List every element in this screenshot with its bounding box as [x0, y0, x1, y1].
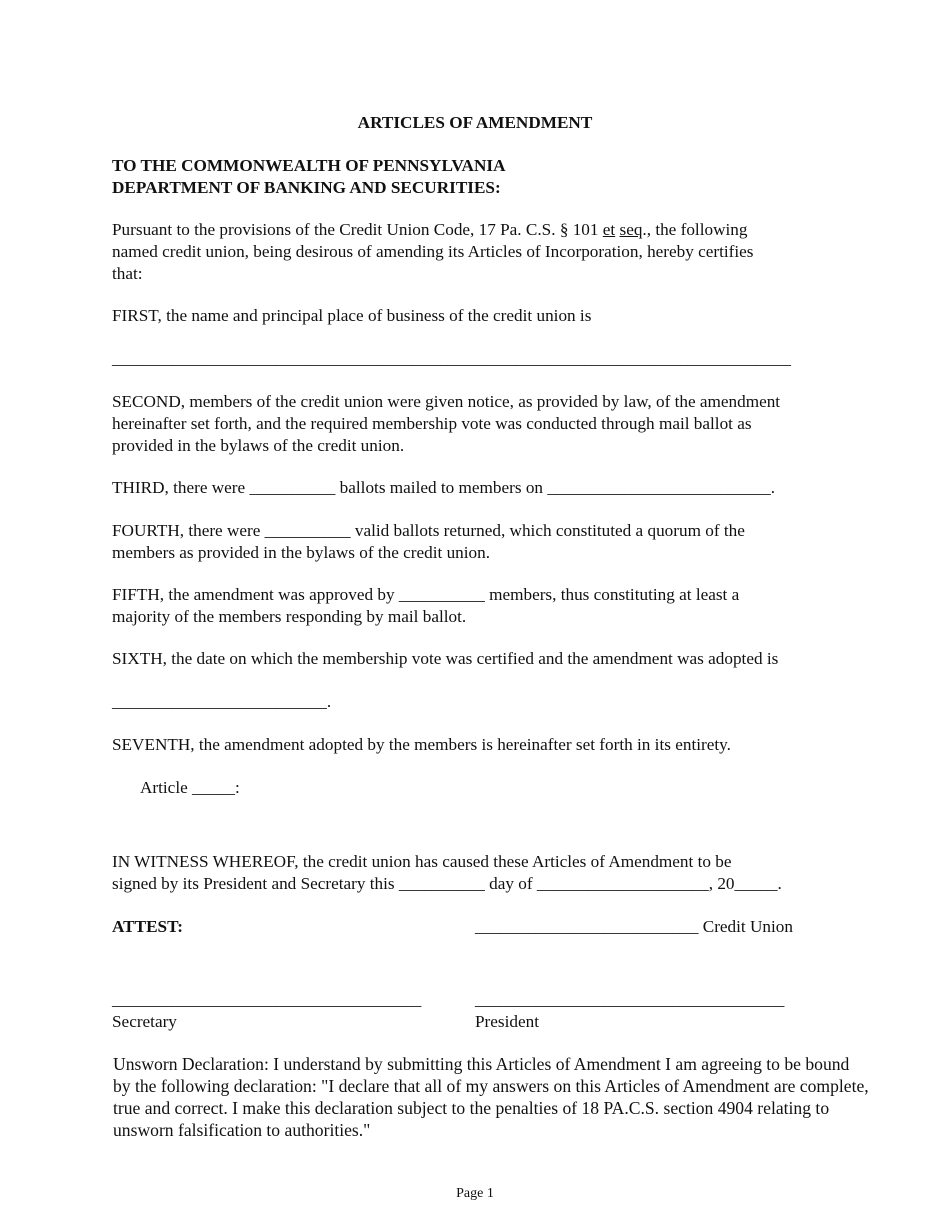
declaration-line-4: unsworn falsification to authorities." [113, 1120, 371, 1140]
intro-line-1 [112, 219, 747, 241]
fifth-clause-line-1[interactable]: FIFTH, the amendment was approved by __________ members, thus constituting at least a [112, 585, 740, 604]
page-number: Page 1 [456, 1186, 494, 1201]
et-text: et [602, 220, 616, 239]
declaration-line-2: by the following declaration: "I declare that all of my answers on this Articles of Amendment are complete, [113, 1076, 869, 1096]
declaration-line-1: Unsworn Declaration: I understand by submitting this Articles of Amendment I am agreeing to be bound [113, 1054, 850, 1074]
president-label: President [475, 1012, 539, 1031]
fifth-clause-line-2: majority of the members responding by mail ballot. [112, 607, 467, 626]
intro-line-3: that: [112, 264, 143, 283]
secretary-label: Secretary [112, 1012, 177, 1031]
first-blank-line[interactable]: _______________________________________________________________________________ [112, 349, 791, 368]
second-clause-line-2: hereinafter set forth, and the required membership vote was conducted through mail ballot as [112, 414, 752, 433]
first-clause: FIRST, the name and principal place of business of the credit union is [112, 306, 592, 325]
intro-line-1b: ., the following [642, 220, 748, 239]
intro-line-1a: Pursuant to the provisions of the Credit Union Code, 17 Pa. C.S. § 101 [112, 220, 603, 239]
witness-line-2[interactable]: signed by its President and Secretary this __________ day of ____________________, 20_____. [112, 874, 782, 893]
sixth-clause: SIXTH, the date on which the membership vote was certified and the amendment was adopted is [112, 649, 779, 668]
addressee-line-2: DEPARTMENT OF BANKING AND SECURITIES: [112, 178, 501, 197]
credit-union-name-field[interactable]: __________________________ Credit Union [475, 917, 793, 936]
addressee-line-1: TO THE COMMONWEALTH OF PENNSYLVANIA [112, 156, 506, 175]
third-clause[interactable]: THIRD, there were __________ ballots mailed to members on __________________________. [112, 478, 776, 497]
sixth-blank-line[interactable]: _________________________. [112, 692, 332, 711]
secretary-signature-line[interactable]: ____________________________________ [112, 990, 422, 1009]
second-clause-line-1: SECOND, members of the credit union were given notice, as provided by law, of the amendment [112, 392, 781, 411]
seventh-clause: SEVENTH, the amendment adopted by the members is hereinafter set forth in its entirety. [112, 735, 731, 754]
fourth-clause-line-1[interactable]: FOURTH, there were __________ valid ballots returned, which constituted a quorum of the [112, 521, 745, 540]
intro-line-2: named credit union, being desirous of amending its Articles of Incorporation, hereby certifies [112, 242, 754, 261]
article-field[interactable]: Article _____: [140, 778, 240, 797]
declaration-line-3: true and correct. I make this declaration subject to the penalties of 18 PA.C.S. section 4904 relating to [113, 1098, 830, 1118]
document-title: ARTICLES OF AMENDMENT [357, 113, 593, 132]
president-signature-line[interactable]: ____________________________________ [475, 990, 785, 1009]
fourth-clause-line-2: members as provided in the bylaws of the credit union. [112, 543, 491, 562]
seq-text: seq [619, 220, 643, 239]
second-clause-line-3: provided in the bylaws of the credit union. [112, 436, 405, 455]
witness-line-1: IN WITNESS WHEREOF, the credit union has caused these Articles of Amendment to be [112, 852, 732, 871]
attest-label: ATTEST: [112, 917, 183, 936]
